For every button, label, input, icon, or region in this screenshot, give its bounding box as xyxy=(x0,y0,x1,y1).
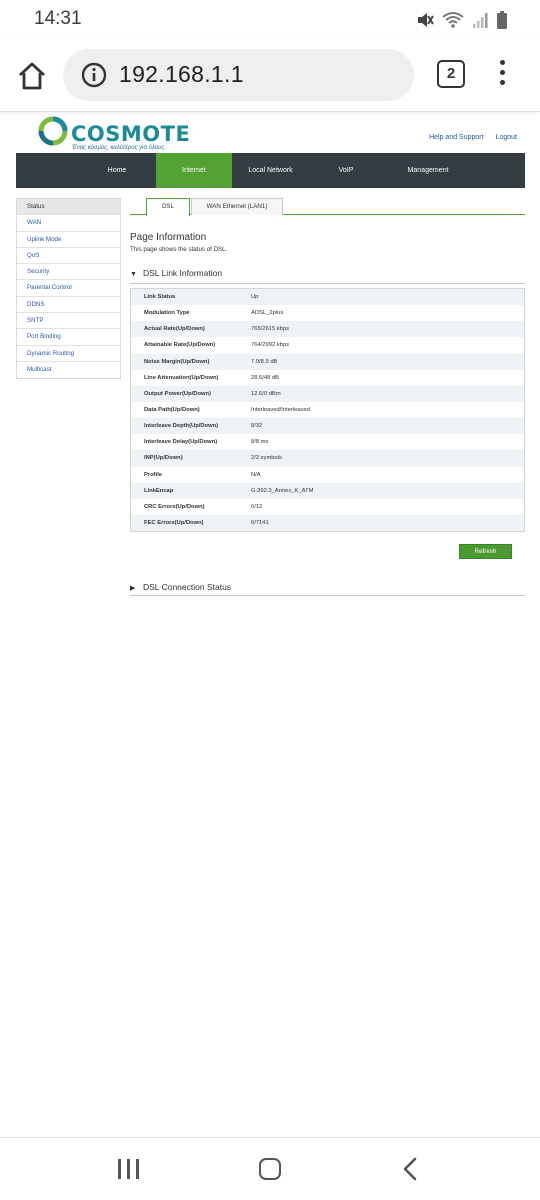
table-row xyxy=(131,321,524,337)
row-label: Interleave Depth(Up/Down) xyxy=(144,423,219,430)
mute-icon xyxy=(416,11,434,29)
table-row xyxy=(131,467,524,483)
row-value: 2/2 symbols xyxy=(251,455,282,462)
table-row xyxy=(131,483,524,499)
logout-link[interactable]: Logout xyxy=(495,134,517,141)
table-row xyxy=(131,386,524,402)
wifi-icon xyxy=(442,11,464,29)
url-text[interactable]: 192.168.1.1 xyxy=(119,61,244,87)
row-label: Data Path(Up/Down) xyxy=(144,407,200,414)
status-time: 14:31 xyxy=(34,8,82,29)
sidebar-item-ddns[interactable]: DDNS xyxy=(17,297,120,313)
row-value: Up xyxy=(251,294,259,301)
table-row xyxy=(131,354,524,370)
info-icon[interactable] xyxy=(81,62,107,88)
row-label: CRC Errors(Up/Down) xyxy=(144,503,205,510)
row-label: INP(Up/Down) xyxy=(144,455,183,462)
row-label: FEC Errors(Up/Down) xyxy=(144,520,204,527)
nav-internet[interactable]: Internet xyxy=(156,153,232,188)
sidebar-item-multicast[interactable]: Multicast xyxy=(27,365,52,373)
cosmote-logo[interactable] xyxy=(38,116,191,156)
dsl-connection-status-header[interactable] xyxy=(130,582,525,596)
table-row xyxy=(131,402,524,418)
home-nav-icon[interactable] xyxy=(259,1158,281,1180)
status-bar xyxy=(0,0,540,40)
browser-toolbar xyxy=(0,40,540,112)
table-row xyxy=(131,289,524,305)
row-value: 0/12 xyxy=(251,503,263,510)
table-row xyxy=(131,515,524,531)
sidebar-item-port-binding[interactable]: Port Binding xyxy=(17,329,120,345)
logo-wordmark: COSMOTE xyxy=(71,122,191,146)
dsl-connection-status-title: DSL Connection Status xyxy=(143,582,232,592)
row-label: Line Attenuation(Up/Down) xyxy=(144,374,219,381)
sidebar-item-status[interactable]: Status xyxy=(17,199,120,215)
row-label: Link Status xyxy=(144,294,176,301)
sidebar-item-security[interactable]: Security xyxy=(17,264,120,280)
row-value: Interleaved/Interleaved xyxy=(251,407,310,414)
nav-spacer xyxy=(16,153,78,188)
sidebar-item-parental-control[interactable]: Parental Control xyxy=(17,280,120,296)
row-label: Profile xyxy=(144,471,163,478)
nav-local-network[interactable]: Local Network xyxy=(248,167,293,174)
table-row xyxy=(131,337,524,353)
sidebar xyxy=(16,198,121,379)
row-value: 764/2992 kbps xyxy=(251,342,290,349)
page-description: This page shows the status of DSL. xyxy=(130,246,228,253)
table-row xyxy=(131,370,524,386)
recent-apps-icon[interactable] xyxy=(118,1159,140,1179)
row-label: Actual Rate(Up/Down) xyxy=(144,326,205,333)
tab-wan-ethernet[interactable]: WAN Ethernet (LAN1) xyxy=(191,198,283,215)
status-tabs xyxy=(130,198,525,215)
address-bar[interactable] xyxy=(63,49,414,101)
row-value: 7.9/8.9 dB xyxy=(251,358,278,365)
table-row xyxy=(131,450,524,466)
sidebar-item-wan[interactable]: WAN xyxy=(17,215,120,231)
dsl-link-table xyxy=(130,288,525,532)
logo-tagline: Ένας κόσμος, καλύτερος για όλους. xyxy=(72,145,166,151)
system-nav-bar xyxy=(0,1137,540,1200)
help-and-support-link[interactable]: Help and Support xyxy=(429,134,484,141)
table-row xyxy=(131,499,524,515)
sidebar-item-dynamic-routing[interactable]: Dynamic Routing xyxy=(17,346,120,362)
sidebar-item-sntp[interactable]: SNTP xyxy=(17,313,120,329)
table-row xyxy=(131,434,524,450)
nav-voip[interactable]: VoIP xyxy=(338,167,354,174)
row-label: Attainable Rate(Up/Down) xyxy=(144,342,216,349)
row-label: Interleave Delay(Up/Down) xyxy=(144,439,218,446)
cosmote-logo-icon xyxy=(38,116,68,146)
row-value: 12.6/0 dBm xyxy=(251,390,281,397)
row-label: Modulation Type xyxy=(144,310,190,317)
row-value: G.992.3_Annex_K_ATM xyxy=(251,487,314,494)
top-links xyxy=(429,134,517,141)
row-value: ADSL_2plus xyxy=(251,310,284,317)
dsl-link-info-header[interactable] xyxy=(130,268,525,282)
tab-dsl[interactable]: DSL xyxy=(146,198,190,216)
row-label: LinkEncap xyxy=(144,487,174,494)
home-icon[interactable] xyxy=(16,60,48,92)
row-value: 28.6/48 dB xyxy=(251,374,280,381)
row-value: 0/7141 xyxy=(251,520,269,527)
dsl-link-info-title: DSL Link Information xyxy=(143,268,223,278)
battery-icon xyxy=(496,11,508,29)
nav-management[interactable]: Management xyxy=(407,167,449,174)
section-divider xyxy=(130,595,525,596)
sidebar-item-uplink-mode[interactable]: Uplink Mode xyxy=(17,232,120,248)
refresh-button[interactable]: Refresh xyxy=(459,544,512,559)
tab-switcher-button[interactable]: 2 xyxy=(437,60,465,88)
row-label: Noise Margin(Up/Down) xyxy=(144,358,210,365)
row-value: N/A xyxy=(251,471,261,478)
more-menu-icon[interactable] xyxy=(494,60,510,90)
section-divider xyxy=(130,283,525,284)
table-row xyxy=(131,305,524,321)
status-icons xyxy=(416,10,508,30)
collapse-triangle-icon: ▼ xyxy=(130,271,137,278)
page-title: Page Information xyxy=(130,232,207,243)
main-nav xyxy=(16,153,525,188)
expand-triangle-icon: ▶ xyxy=(130,585,136,592)
sidebar-item-qos[interactable]: QoS xyxy=(17,248,120,264)
row-label: Output Power(Up/Down) xyxy=(144,390,211,397)
signal-icon xyxy=(472,11,488,29)
table-row xyxy=(131,418,524,434)
row-value: 765/2615 kbps xyxy=(251,326,290,333)
nav-home[interactable]: Home xyxy=(107,167,127,174)
row-value: 8/8 ms xyxy=(251,439,269,446)
back-icon[interactable] xyxy=(400,1157,420,1181)
row-value: 8/32 xyxy=(251,423,263,430)
